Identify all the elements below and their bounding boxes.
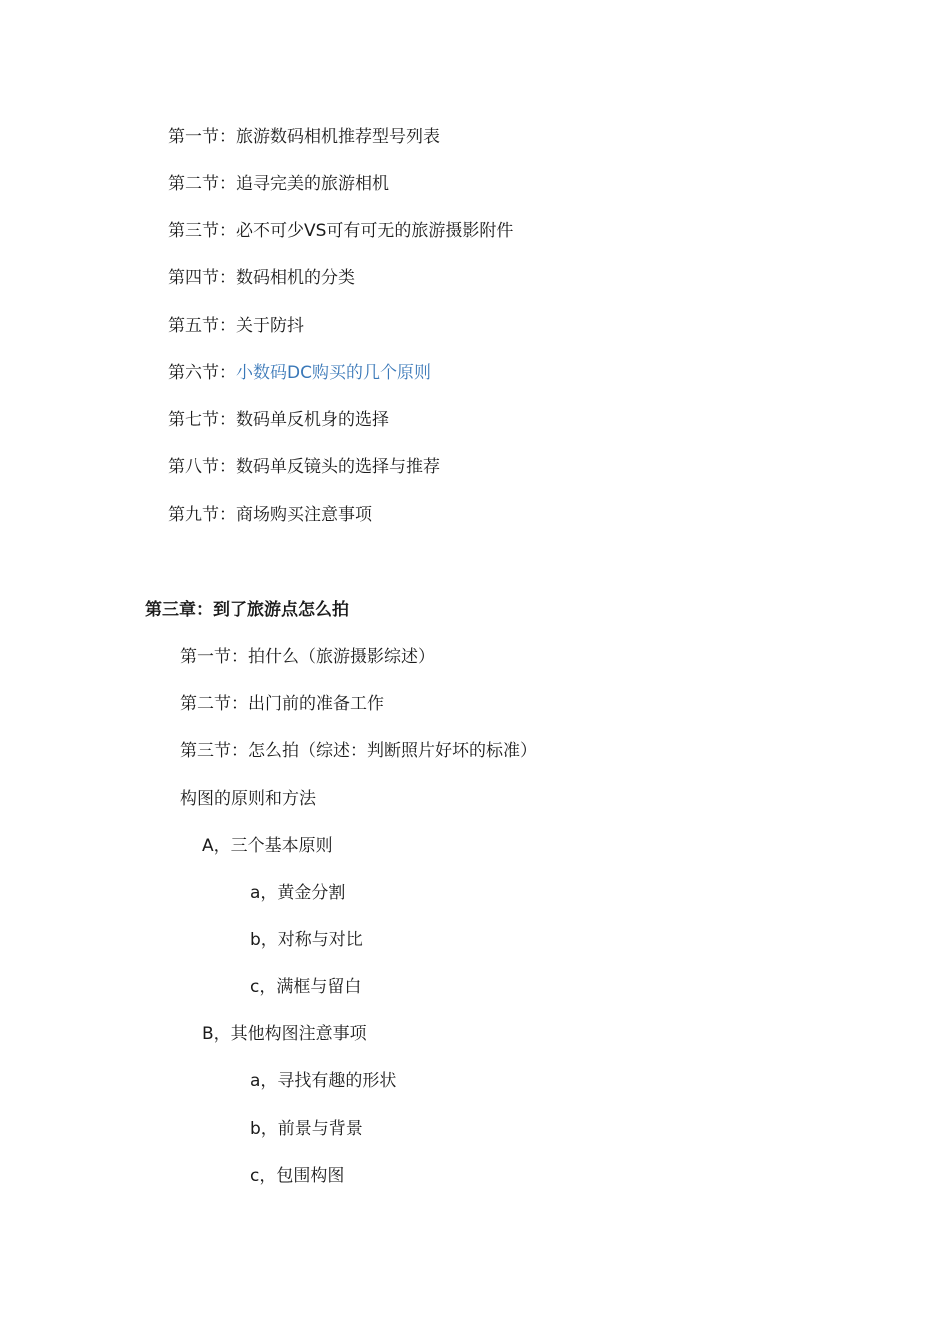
section-item-9 [168, 504, 372, 526]
section-title: 关于防抖 [236, 316, 304, 336]
section-title: 追寻完美的旅游相机 [236, 174, 389, 194]
group-b-label: B，其他构图注意事项 [202, 1024, 367, 1044]
group-b-item-2: b，前景与背景 [250, 1119, 363, 1139]
section-prefix: 第五节： [168, 316, 236, 336]
group-a-label: A，三个基本原则 [202, 836, 333, 856]
section-item-8 [168, 456, 440, 478]
section-item-6 [168, 362, 431, 384]
group-a-item-1: a，黄金分割 [250, 883, 346, 903]
section-item-5 [168, 315, 304, 337]
group-a-item-3: c，满框与留白 [250, 977, 362, 997]
section-title: 数码单反机身的选择 [236, 410, 389, 430]
section-title: 数码相机的分类 [236, 268, 355, 288]
section-title: 必不可少VS可有可无的旅游摄影附件 [236, 221, 514, 241]
chapter-section-1: 第一节：拍什么（旅游摄影综述） [180, 647, 435, 667]
chapter-title: 第三章：到了旅游点怎么拍 [145, 600, 349, 620]
section-prefix: 第三节： [168, 221, 236, 241]
group-b-item-1: a，寻找有趣的形状 [250, 1071, 397, 1091]
section-prefix: 第八节： [168, 457, 236, 477]
section-item-2 [168, 173, 389, 195]
section-prefix: 第六节： [168, 363, 236, 383]
chapter-section-3: 第三节：怎么拍（综述：判断照片好坏的标准） [180, 741, 537, 761]
section-prefix: 第二节： [168, 174, 236, 194]
section-title: 商场购买注意事项 [236, 505, 372, 525]
section-title: 数码单反镜头的选择与推荐 [236, 457, 440, 477]
section-item-4 [168, 267, 355, 289]
section-title-link[interactable]: 小数码DC购买的几个原则 [236, 363, 431, 383]
section-prefix: 第九节： [168, 505, 236, 525]
section-prefix: 第七节： [168, 410, 236, 430]
section-item-3 [168, 220, 513, 242]
section-item-7 [168, 409, 389, 431]
group-a-item-2: b，对称与对比 [250, 930, 363, 950]
section-prefix: 第四节： [168, 268, 236, 288]
group-b-item-3: c，包围构图 [250, 1166, 345, 1186]
chapter-section-2: 第二节：出门前的准备工作 [180, 694, 384, 714]
composition-heading: 构图的原则和方法 [180, 789, 316, 809]
section-prefix: 第一节： [168, 127, 236, 147]
section-title: 旅游数码相机推荐型号列表 [236, 127, 440, 147]
section-item-1 [168, 126, 440, 148]
